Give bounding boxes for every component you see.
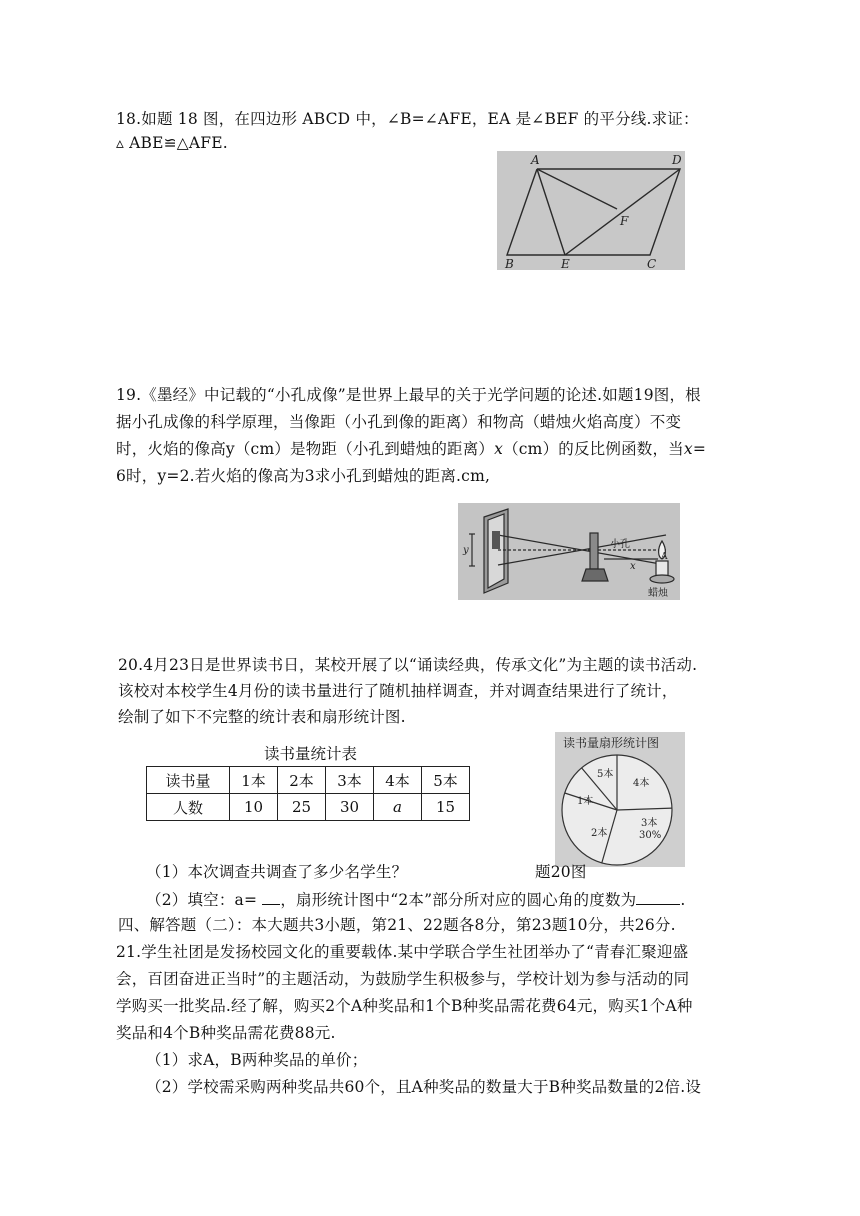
q19-line-2: 据小孔成像的科学原理，当像距（小孔到像的距离）和物高（蜡烛火焰高度）不变 — [116, 413, 682, 431]
point-label-a: A — [531, 153, 540, 167]
point-label-e: E — [561, 257, 570, 270]
table-header-cell: 读书量 — [147, 767, 230, 794]
q20-sub-1: （1）本次调查共调查了多少名学生？ — [146, 863, 408, 881]
table-header-cell: 2本 — [278, 767, 326, 794]
slice-label-4: 4本 — [633, 778, 650, 789]
slice-label-2: 2本 — [591, 828, 608, 839]
pie-chart-figure — [555, 732, 685, 867]
q19-line-4: 6时，y=2.若火焰的像高为3求小孔到蜡烛的距离.cm, — [116, 467, 491, 485]
q19-line-3-part-c: = — [692, 440, 707, 458]
q19-line-3-part-a: 时，火焰的像高y（cm）是物距（小孔到蜡烛的距离） — [116, 440, 495, 458]
answer-blank-angle — [636, 904, 680, 905]
q19-var-x: x — [494, 440, 504, 458]
label-candle: 蜡烛 — [648, 588, 668, 599]
table-title: 读书量统计表 — [264, 745, 358, 763]
q20-line-3: 绘制了如下不完整的统计表和扇形统计图. — [118, 708, 406, 726]
table-cell: 15 — [422, 794, 470, 821]
table-cell: a — [374, 794, 422, 821]
table-cell: 25 — [278, 794, 326, 821]
table-header-cell: 1本 — [230, 767, 278, 794]
table-header-cell: 3本 — [326, 767, 374, 794]
label-a: A — [661, 552, 668, 562]
q20-sub-2-part-a: （2）填空：a= — [146, 891, 263, 909]
point-label-f: F — [620, 214, 629, 228]
table-header-row — [147, 767, 470, 794]
q20-sub-2 — [146, 888, 685, 910]
table-cell: 人数 — [147, 794, 230, 821]
pie-chart — [555, 732, 685, 867]
answer-blank-a — [262, 904, 280, 905]
slice-label-5: 5本 — [597, 769, 614, 780]
label-y: y — [463, 545, 469, 556]
q19-line-1: 19.《墨经》中记载的“小孔成像”是世界上最早的关于光学问题的论述.如题19图，根 — [116, 386, 701, 404]
slice-label-3: 3本 — [641, 818, 658, 829]
q20-line-1: 20.4月23日是世界读书日，某校开展了以“诵读经典，传承文化”为主题的读书活动. — [118, 656, 698, 674]
q20-line-2: 该校对本校学生4月份的读书量进行了随机抽样调查，并对调查结果进行了统计， — [118, 682, 678, 700]
slice-label-1: 1本 — [577, 796, 594, 807]
q18-line-1: 18.如题 18 图，在四边形 ABCD 中，∠B=∠AFE，EA 是∠BEF 的平分线.求证： — [116, 110, 699, 128]
q18-figure — [497, 151, 685, 270]
table-cell: 10 — [230, 794, 278, 821]
q21-sub-1: （1）求A，B两种奖品的单价； — [146, 1051, 368, 1069]
table-row — [147, 794, 470, 821]
slice-value-3: 30% — [639, 830, 662, 841]
label-pinhole: 小孔 — [610, 539, 630, 550]
q21-line-4: 奖品和4个B种奖品需花费88元. — [116, 1024, 336, 1042]
q19-figure — [458, 503, 680, 600]
q18-line-2: ▵ ABE≌△AFE. — [116, 134, 228, 152]
point-label-b: B — [505, 257, 514, 270]
q20-figure-caption: 题20图 — [535, 863, 587, 881]
point-label-d: D — [672, 153, 682, 167]
label-x: x — [630, 561, 636, 572]
q19-line-3 — [116, 437, 706, 459]
q20-sub-2-part-b: ，扇形统计图中“2本”部分所对应的圆心角的度数为 — [280, 891, 637, 909]
quadrilateral-diagram — [497, 151, 685, 270]
table-header-cell: 5本 — [422, 767, 470, 794]
table-cell: 30 — [326, 794, 374, 821]
reading-stat-table — [146, 766, 470, 821]
pie-chart-title: 读书量扇形统计图 — [563, 736, 660, 750]
section-4-heading: 四、解答题（二）：本大题共3小题，第21、22题各8分，第23题10分，共26分. — [118, 916, 676, 934]
table-header-cell: 4本 — [374, 767, 422, 794]
pinhole-camera-diagram — [458, 503, 680, 600]
q19-line-3-part-b: （cm）的反比例函数，当 — [503, 440, 684, 458]
q21-line-2: 会，百团奋进正当时”的主题活动，为鼓励学生积极参与，学校计划为参与活动的同 — [116, 970, 690, 988]
q21-line-1: 21.学生社团是发扬校园文化的重要载体.某中学联合学生社团举办了“青春汇聚迎盛 — [116, 943, 689, 961]
q21-line-3: 学购买一批奖品.经了解，购买2个A种奖品和1个B种奖品需花费64元，购买1个A种 — [116, 997, 693, 1015]
q21-sub-2: （2）学校需采购两种奖品共60个，且A种奖品的数量大于B种奖品数量的2倍.设 — [146, 1078, 702, 1096]
q20-sub-2-part-c: . — [680, 891, 686, 909]
q19-var-x-2: x — [683, 440, 693, 458]
point-label-c: C — [647, 257, 657, 270]
